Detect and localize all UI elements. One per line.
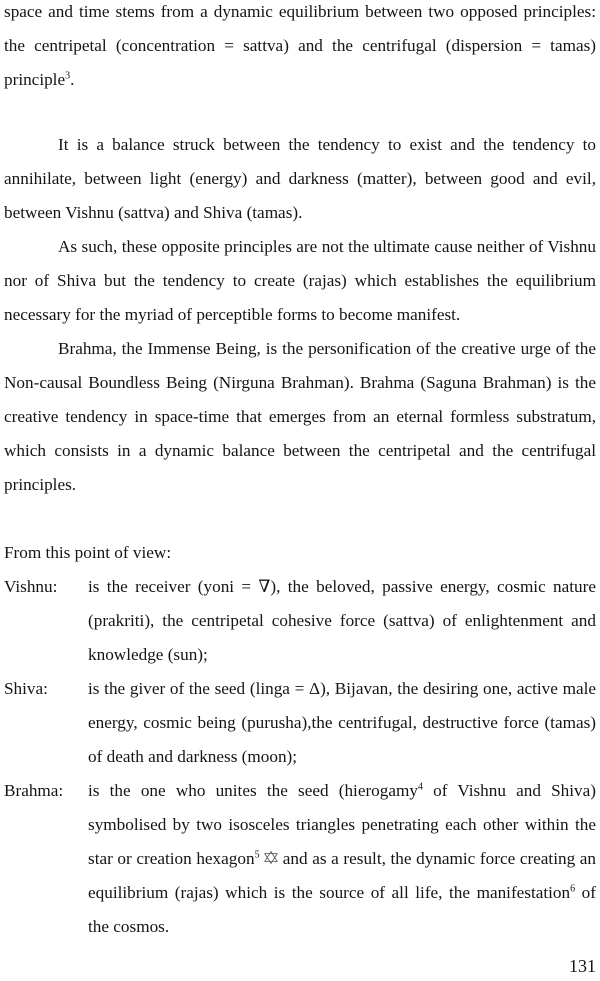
footnote-ref-6: 6 bbox=[570, 883, 576, 895]
definition-brahma-text: is the one who unites the seed (hierogamy$^4$ of Vishnu and Shiva) symbolised by two isosceles triangles penetrating each other within the star or creation hexagon$^5$ and as a result, the dynamic force creating an equilibrium (rajas) which is the source of all life, the manifestation$^6$ of the cosmos. bbox=[88, 781, 597, 936]
footnote-ref-3: 3 bbox=[65, 70, 71, 82]
paragraph-brahma: Brahma, the Immense Being, is the personification of the creative urge of the Non-causal Boundless Being (Nirguna Brahman). Brahma (Saguna Brahman) is the creative tendency in space-time that emerges from an eternal formless substratum, which consists in a dynamic balance between the centripetal and the centrifugal principles. bbox=[4, 339, 596, 494]
definition-vishnu-text: is the receiver (yoni = ∇), the beloved, passive energy, cosmic nature (prakriti), the centripetal cohesive force (sattva) of enlightenment and knowledge (sun); bbox=[88, 577, 596, 664]
hexagram-icon bbox=[264, 851, 278, 864]
paragraph-balance: It is a balance struck between the tendency to exist and the tendency to annihilate, between light (energy) and darkness (matter), between good and evil, between Vishnu (sattva) and Shiva (tamas). bbox=[4, 135, 596, 222]
paragraph-principles: space and time stems from a dynamic equilibrium between two opposed principles: the centripetal (concentration = sattva) and the centrifugal (dispersion = tamas) principle$^3$. bbox=[4, 2, 596, 89]
term-vishnu: Vishnu: bbox=[4, 577, 58, 596]
footnote-ref-5: 5 bbox=[254, 849, 260, 861]
definition-shiva-text: is the giver of the seed (linga = Δ), Bijavan, the desiring one, active male energy, cosmic being (purusha),the centrifugal, destructive force (tamas) of death and darkness (moon); bbox=[88, 679, 596, 766]
page-number: 131 bbox=[569, 956, 596, 976]
paragraph-point-of-view: From this point of view: bbox=[4, 543, 172, 562]
paragraph-opposite-principles: As such, these opposite principles are not the ultimate cause neither of Vishnu nor of Shiva but the tendency to create (rajas) which establishes the equilibrium necessary for the myriad of perceptible forms to become manifest. bbox=[4, 237, 596, 324]
term-shiva: Shiva: bbox=[4, 679, 48, 698]
footnote-ref-4: 4 bbox=[417, 781, 423, 793]
term-brahma: Brahma: bbox=[4, 781, 64, 800]
